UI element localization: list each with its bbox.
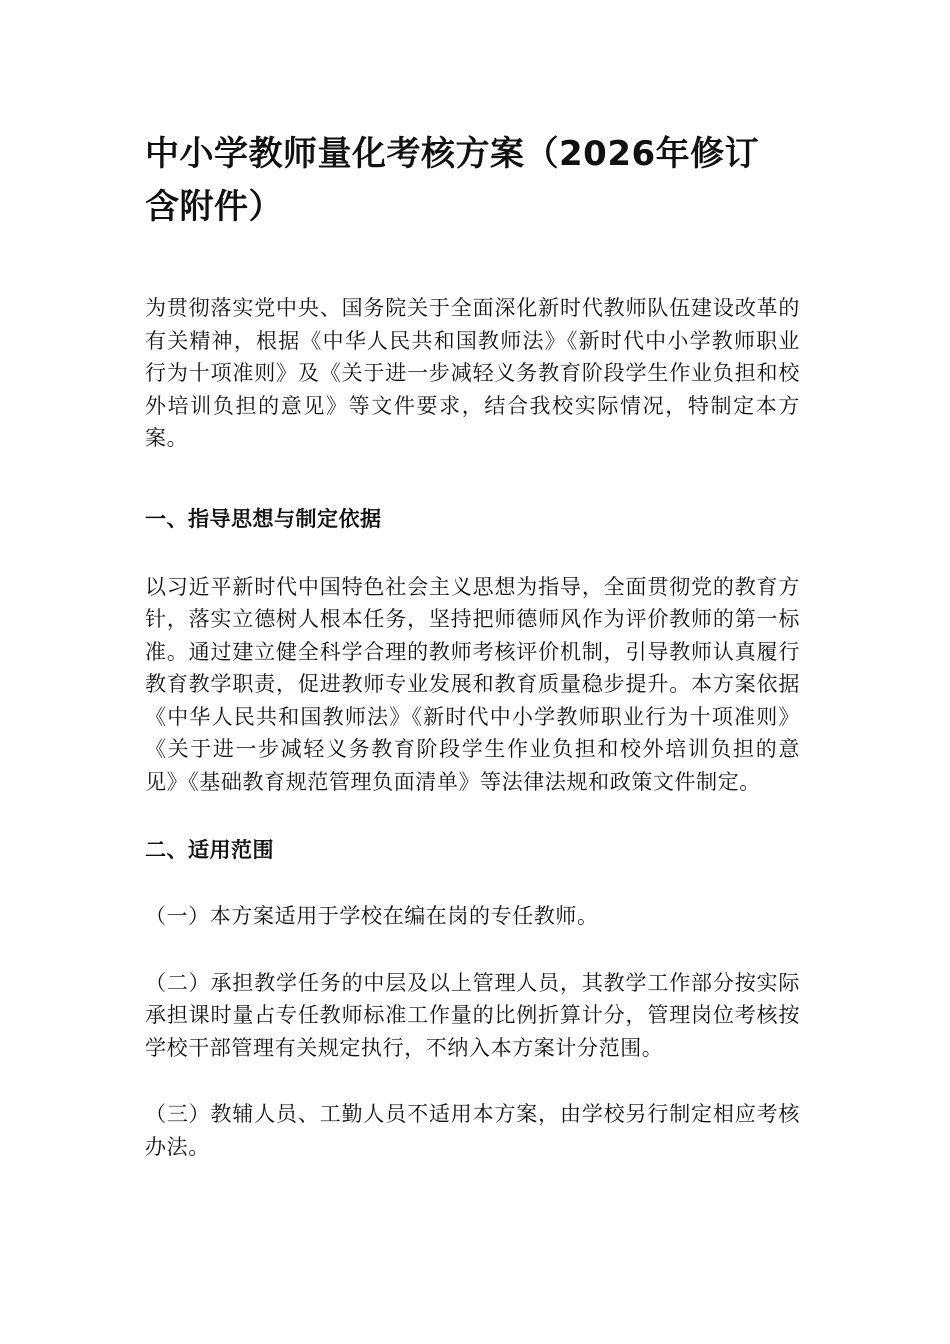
- scope-item-1: （一）本方案适用于学校在编在岗的专任教师。: [145, 904, 599, 928]
- scope-item-2: （二）承担教学任务的中层及以上管理人员，其教学工作部分按实际承担课时量占专任教师标准工作量的比例折算计分，管理岗位考核按学校干部管理有关规定执行，不纳入本方案计分范围。: [145, 970, 800, 1060]
- scope-item-3: （三）教辅人员、工勤人员不适用本方案，由学校另行制定相应考核办法。: [145, 1102, 800, 1159]
- document-page: [145, 128, 800, 1163]
- section-heading-scope: 二、适用范围: [145, 838, 274, 862]
- section-heading-guiding-ideology: 一、指导思想与制定依据: [145, 506, 382, 531]
- document-title: 中小学教师量化考核方案（2026年修订 含附件）: [145, 134, 760, 227]
- intro-paragraph: 为贯彻落实党中央、国务院关于全面深化新时代教师队伍建设改革的有关精神，根据《中华人民共和国教师法》《新时代中小学教师职业行为十项准则》及《关于进一步减轻义务教育阶段学生作业负担和校外培训负担的意见》等文件要求，结合我校实际情况，特制定本方案。: [145, 296, 800, 450]
- section-paragraph-guiding-ideology: 以习近平新时代中国特色社会主义思想为指导，全面贯彻党的教育方针，落实立德树人根本任务，坚持把师德师风作为评价教师的第一标准。通过建立健全科学合理的教师考核评价机制，引导教师认真履行教育教学职责，促进教师专业发展和教育质量稳步提升。本方案依据《中华人民共和国教师法》《新时代中小学教师职业行为十项准则》《关于进一步减轻义务教育阶段学生作业负担和校外培训负担的意见》《基础教育规范管理负面清单》等法律法规和政策文件制定。: [145, 574, 800, 794]
